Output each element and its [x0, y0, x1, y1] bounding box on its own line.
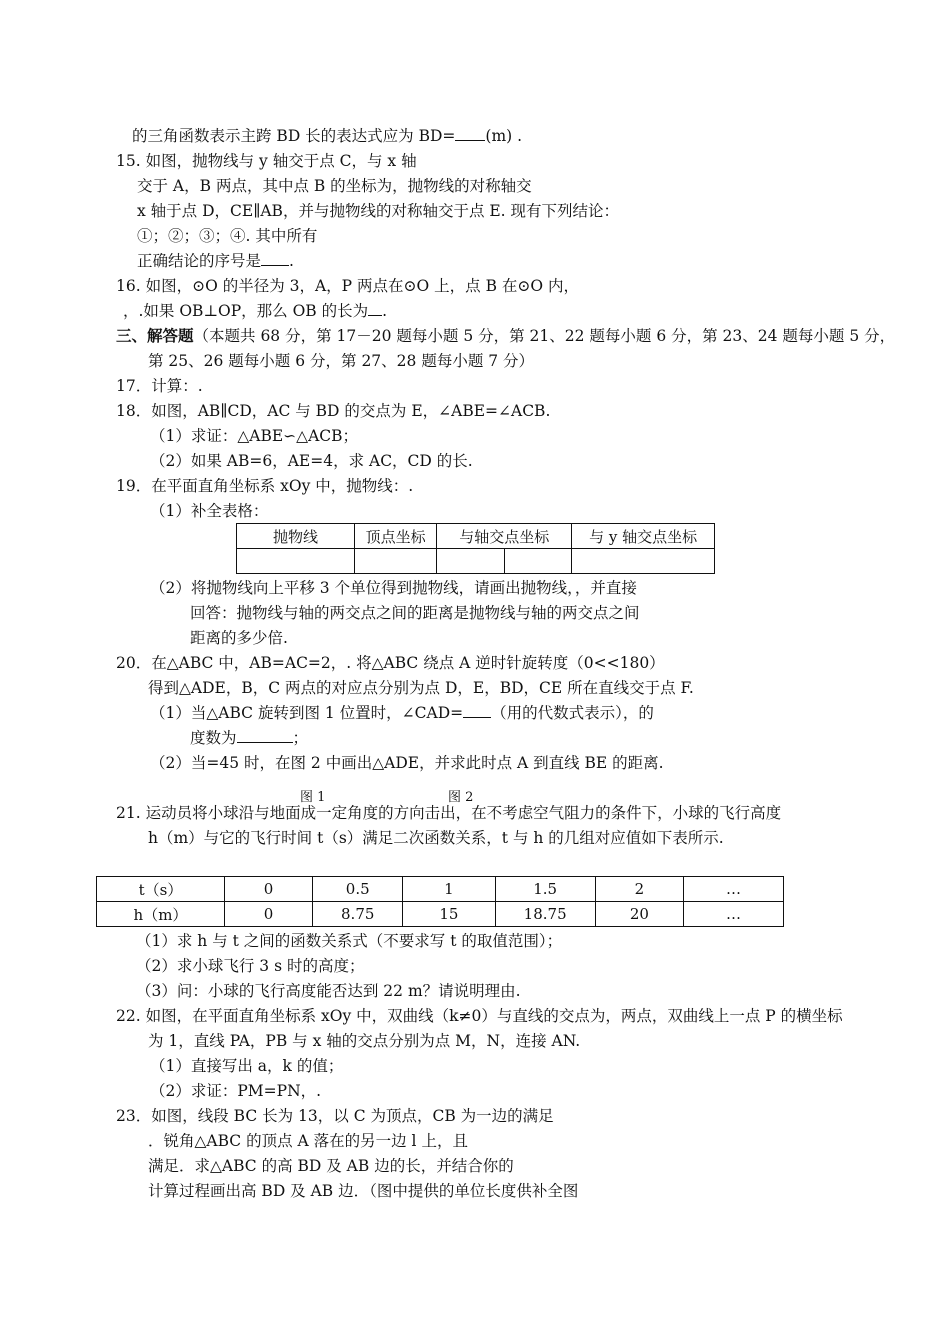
q19-table-header-row	[237, 524, 715, 549]
q19-header-x-intercepts: 与轴交点坐标	[437, 524, 572, 549]
q15-line-1: 15. 如图，抛物线与 y 轴交于点 C，与 x 轴	[116, 152, 417, 170]
q19-part-2-line-3: 距离的多少倍.	[190, 629, 288, 647]
q15-line-2: 交于 A，B 两点，其中点 B 的坐标为，抛物线的对称轴交	[137, 177, 532, 195]
q21-h-label: h（m）	[97, 902, 225, 927]
figure-2-caption: 图 2	[448, 790, 474, 805]
q21-line-2: h（m）与它的飞行时间 t（s）满足二次函数关系，t 与 h 的几组对应值如下表所示.	[148, 829, 724, 847]
q15-answer-prompt: 正确结论的序号是	[137, 252, 262, 270]
q19-header-parabola: 抛物线	[237, 524, 355, 549]
q21-t-value: 0	[225, 877, 313, 902]
q23-line-3: 满足．求△ABC 的高 BD 及 AB 边的长，并结合你的	[148, 1157, 514, 1175]
q19-cell-x-intercept-1[interactable]	[437, 549, 504, 574]
q15-answer-end: .	[289, 252, 294, 270]
q21-t-label: t（s）	[97, 877, 225, 902]
section3-title: 三、解答题	[116, 326, 194, 345]
q21-part-2: （2）求小球飞行 3 s 时的高度；	[136, 957, 365, 975]
q20-part-1-line-2	[190, 728, 308, 748]
q20-cad-answer-blank[interactable]	[463, 703, 491, 718]
q21-line-1: 21. 运动员将小球沿与地面成一定角度的方向击出，在不考虑空气阻力的条件下，小球的飞行高度	[116, 804, 782, 822]
q20-part-1-line-1	[150, 703, 654, 723]
q18-line: 18．如图，AB∥CD，AC 与 BD 的交点为 E，∠ABE=∠ACB.	[116, 402, 551, 420]
q19-part-1: （1）补全表格：	[150, 502, 269, 520]
q20-degree-end: ；	[292, 729, 309, 747]
q21-row-h	[97, 902, 784, 927]
q19-header-vertex: 顶点坐标	[355, 524, 437, 549]
q21-t-value: 1.5	[495, 877, 595, 902]
q19-line: 19．在平面直角坐标系 xOy 中，抛物线：.	[116, 477, 414, 495]
q23-line-2: ．锐角△ABC 的顶点 A 落在的另一边 l 上，且	[148, 1132, 468, 1150]
q21-h-value: 20	[595, 902, 683, 927]
q18-part-2: （2）如果 AB=6，AE=4，求 AC，CD 的长.	[150, 452, 473, 470]
q21-t-value: 2	[595, 877, 683, 902]
q19-header-y-intercept: 与 y 轴交点坐标	[572, 524, 715, 549]
q20-line-1: 20．在△ABC 中，AB=AC=2，. 将△ABC 绕点 A 逆时针旋转度（0<<180）	[116, 654, 665, 672]
q21-h-value: …	[683, 902, 783, 927]
q15-line-4: ①；②；③；④. 其中所有	[137, 227, 318, 245]
q21-table	[96, 876, 784, 927]
q15-line-3: x 轴于点 D，CE∥AB，并与抛物线的对称轴交于点 E. 现有下列结论：	[137, 202, 620, 220]
q14-answer-blank[interactable]	[455, 126, 485, 141]
q21-t-value: …	[683, 877, 783, 902]
q16-prompt: ，.如果 OB⊥OP，那么 OB 的长为	[123, 302, 369, 320]
q14-tail-line	[132, 126, 522, 146]
q22-line-2: 为 1，直线 PA，PB 与 x 轴的交点分别为点 M，N，连接 AN.	[148, 1032, 581, 1050]
q20-part-1-prompt: （1）当△ABC 旋转到图 1 位置时，∠CAD=	[150, 704, 464, 722]
q19-table-answer-row	[237, 549, 715, 574]
q21-part-1: （1）求 h 与 t 之间的函数关系式（不要求写 t 的取值范围）；	[136, 932, 563, 950]
q21-t-value: 1	[403, 877, 495, 902]
q14-tail-text: 的三角函数表示主跨 BD 长的表达式应为 BD=	[132, 127, 456, 145]
q20-line-2: 得到△ADE，B，C 两点的对应点分别为点 D，E，BD，CE 所在直线交于点 F.	[148, 679, 694, 697]
q19-cell-vertex[interactable]	[355, 549, 437, 574]
q16-line-2	[123, 301, 387, 321]
q20-part-2: （2）当=45 时，在图 2 中画出△ADE，并求此时点 A 到直线 BE 的距离.	[150, 754, 664, 772]
q20-degree-answer-blank[interactable]	[237, 728, 293, 743]
q21-t-value: 0.5	[313, 877, 403, 902]
q16-end: .	[382, 302, 388, 320]
q23-line-1: 23．如图，线段 BC 长为 13，以 C 为顶点，CB 为一边的满足	[116, 1107, 554, 1125]
q17-line: 17．计算：.	[116, 377, 203, 395]
q22-line-1: 22. 如图，在平面直角坐标系 xOy 中，双曲线（k≠0）与直线的交点为，两点，双曲线上一点 P 的横坐标	[116, 1007, 843, 1025]
q22-part-1: （1）直接写出 a，k 的值；	[150, 1057, 344, 1075]
q21-h-value: 0	[225, 902, 313, 927]
q15-answer-blank[interactable]	[261, 251, 289, 266]
q19-cell-x-intercept-2[interactable]	[504, 549, 571, 574]
q16-line-1: 16. 如图，⊙O 的半径为 3，A，P 两点在⊙O 上，点 B 在⊙O 内，	[116, 277, 580, 295]
q19-table	[236, 523, 715, 574]
figure-1-caption: 图 1	[300, 790, 326, 805]
q21-part-3: （3）问：小球的飞行高度能否达到 22 m？请说明理由.	[136, 982, 521, 1000]
section3-heading-line	[116, 326, 895, 346]
q21-h-value: 18.75	[495, 902, 595, 927]
q23-line-4: 计算过程画出高 BD 及 AB 边．（图中提供的单位长度供补全图	[148, 1182, 579, 1200]
q19-cell-y-intercept[interactable]	[572, 549, 715, 574]
q18-part-1: （1）求证：△ABE∽△ACB；	[150, 427, 359, 445]
q21-row-t	[97, 877, 784, 902]
q15-line-5	[137, 251, 294, 271]
q14-tail-end: (m) .	[485, 127, 523, 145]
q21-h-value: 8.75	[313, 902, 403, 927]
q19-cell-parabola[interactable]	[237, 549, 355, 574]
q20-part-1-tail: （用的代数式表示），的	[491, 704, 654, 722]
q19-part-2-line-1: （2）将抛物线向上平移 3 个单位得到抛物线，请画出抛物线，，并直接	[150, 579, 637, 597]
section3-desc-1: （本题共 68 分，第 17－20 题每小题 5 分，第 21、22 题每小题 6 分，第 23、24 题每小题 5 分，	[193, 327, 896, 345]
section3-desc-2: 第 25、26 题每小题 6 分，第 27、28 题每小题 7 分）	[148, 352, 535, 370]
q20-degree-prompt: 度数为	[190, 729, 237, 747]
q19-part-2-line-2: 回答：抛物线与轴的两交点之间的距离是抛物线与轴的两交点之间	[190, 604, 640, 622]
q22-part-2: （2）求证：PM=PN，.	[150, 1082, 322, 1100]
q21-h-value: 15	[403, 902, 495, 927]
q16-answer-blank[interactable]	[368, 301, 382, 316]
